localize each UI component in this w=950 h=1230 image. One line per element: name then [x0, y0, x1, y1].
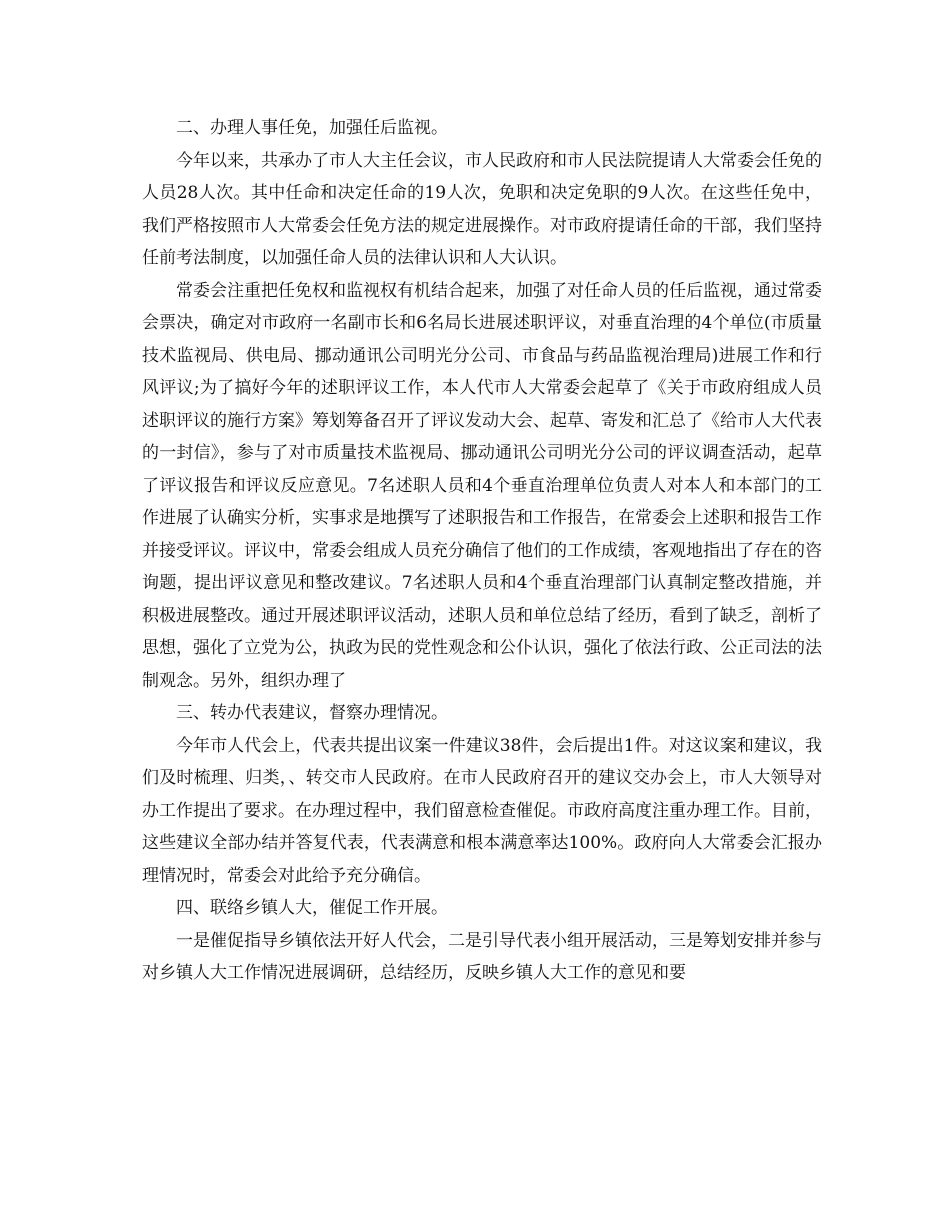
- paragraph-township: 一是催促指导乡镇依法开好人代会，二是引导代表小组开展活动，三是筹划安排并参与对乡镇人大工作情况进展调研，总结经历，反映乡镇人大工作的意见和要: [142, 930, 822, 983]
- document-page: [142, 112, 822, 990]
- section-heading-2: 二、办理人事任免，加强任后监视。: [176, 118, 448, 138]
- section-heading-4: 四、联络乡镇人大，催促工作开展。: [176, 898, 448, 918]
- paragraph-proposals: 今年市人代会上，代表共提出议案一件建议38件，会后提出1件。对这议案和建议，我们及时梳理、归类，、转交市人民政府。在市人民政府召开的建议交办会上，市人大领导对办工作提出了要求。在办理过程中，我们留意检查催促。市政府高度注重办理工作。目前，这些建议全部办结并答复代表，代表满意和根本满意率达100%。政府向人大常委会汇报办理情况时，常委会对此给予充分确信。: [142, 735, 822, 886]
- paragraph-appointments: 今年以来，共承办了市人大主任会议，市人民政府和市人民法院提请人大常委会任免的人员28人次。其中任命和决定任命的19人次，免职和决定免职的9人次。在这些任免中，我们严格按照市人大常委会任免方法的规定进展操作。对市政府提请任命的干部，我们坚持任前考法制度，以加强任命人员的法律认识和人大认识。: [142, 150, 822, 268]
- paragraph-supervision: 常委会注重把任免权和监视权有机结合起来，加强了对任命人员的任后监视，通过常委会票决，确定对市政府一名副市长和6名局长进展述职评议，对垂直治理的4个单位(市质量技术监视局、供电局、挪动通讯公司明光分公司、市食品与药品监视治理局)进展工作和行风评议;为了搞好今年的述职评议工作，本人代市人大常委会起草了《关于市政府组成人员述职评议的施行方案》筹划筹备召开了评议发动大会、起草、寄发和汇总了《给市人大代表的一封信》，参与了对市质量技术监视局、挪动通讯公司明光分公司的评议调查活动，起草了评议报告和评议反应意见。7名述职人员和4个垂直治理单位负责人对本人和本部门的工作进展了认确实分析，实事求是地撰写了述职报告和工作报告，在常委会上述职和报告工作并接受评议。评议中，常委会组成人员充分确信了他们的工作成绩，客观地指出了存在的咨询题，提出评议意见和整改建议。7名述职人员和4个垂直治理部门认真制定整改措施，并积极进展整改。通过开展述职评议活动，述职人员和单位总结了经历，看到了缺乏，剖析了思想，强化了立党为公，执政为民的党性观念和公仆认识，强化了依法行政、公正司法的法制观念。另外，组织办理了: [142, 280, 822, 691]
- section-heading-3: 三、转办代表建议，督察办理情况。: [176, 703, 448, 723]
